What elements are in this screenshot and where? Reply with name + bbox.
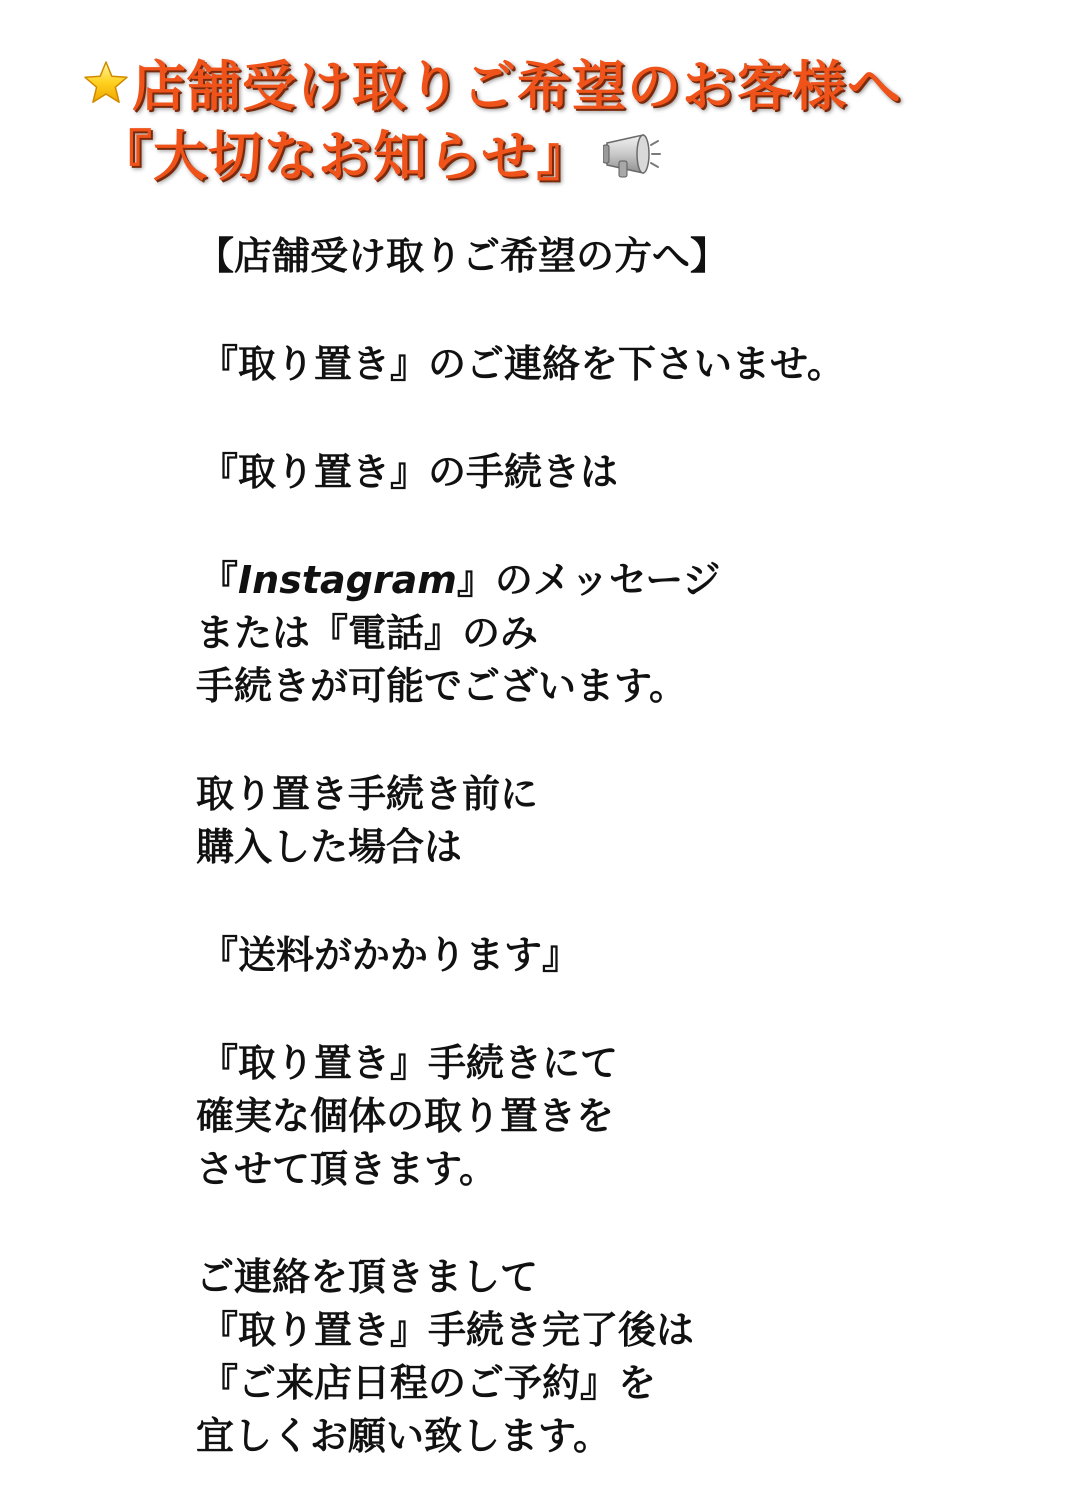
headline-line-1 <box>82 52 1042 122</box>
instagram-label: Instagram <box>238 558 457 602</box>
body-title: 【店舗受け取りご希望の方へ】 <box>196 234 729 278</box>
star-icon <box>82 59 130 107</box>
paragraph-before-purchase: 取り置き手続き前に 購入した場合は <box>196 772 539 869</box>
paragraph-contact: 『取り置き』のご連絡を下さいませ。 <box>200 342 845 386</box>
paragraph-shipping: 『送料がかかります』 <box>200 933 581 977</box>
paragraph-visit: ご連絡を頂きまして 『取り置き』手続き完了後は 『ご来店日程のご予約』を 宜しくお願い致します。 <box>196 1255 695 1458</box>
paragraph-procedure: 『取り置き』の手続きは <box>200 450 619 494</box>
headline <box>82 52 1042 192</box>
methods-line-1: 『Instagram』のメッセージ <box>200 558 721 602</box>
headline-title: 店舗受け取りご希望のお客様へ <box>132 55 902 118</box>
notice-body <box>196 230 1016 1463</box>
headline-line-2 <box>98 122 1042 192</box>
paragraph-methods: 『Instagram』のメッセージ または『電話』のみ 手続きが可能でございます。 <box>196 554 1016 713</box>
headline-subtitle: 『大切なお知らせ』 <box>98 125 592 188</box>
paragraph-reservation: 『取り置き』手続きにて 確実な個体の取り置きを させて頂きます。 <box>196 1041 619 1191</box>
megaphone-icon <box>603 133 661 181</box>
